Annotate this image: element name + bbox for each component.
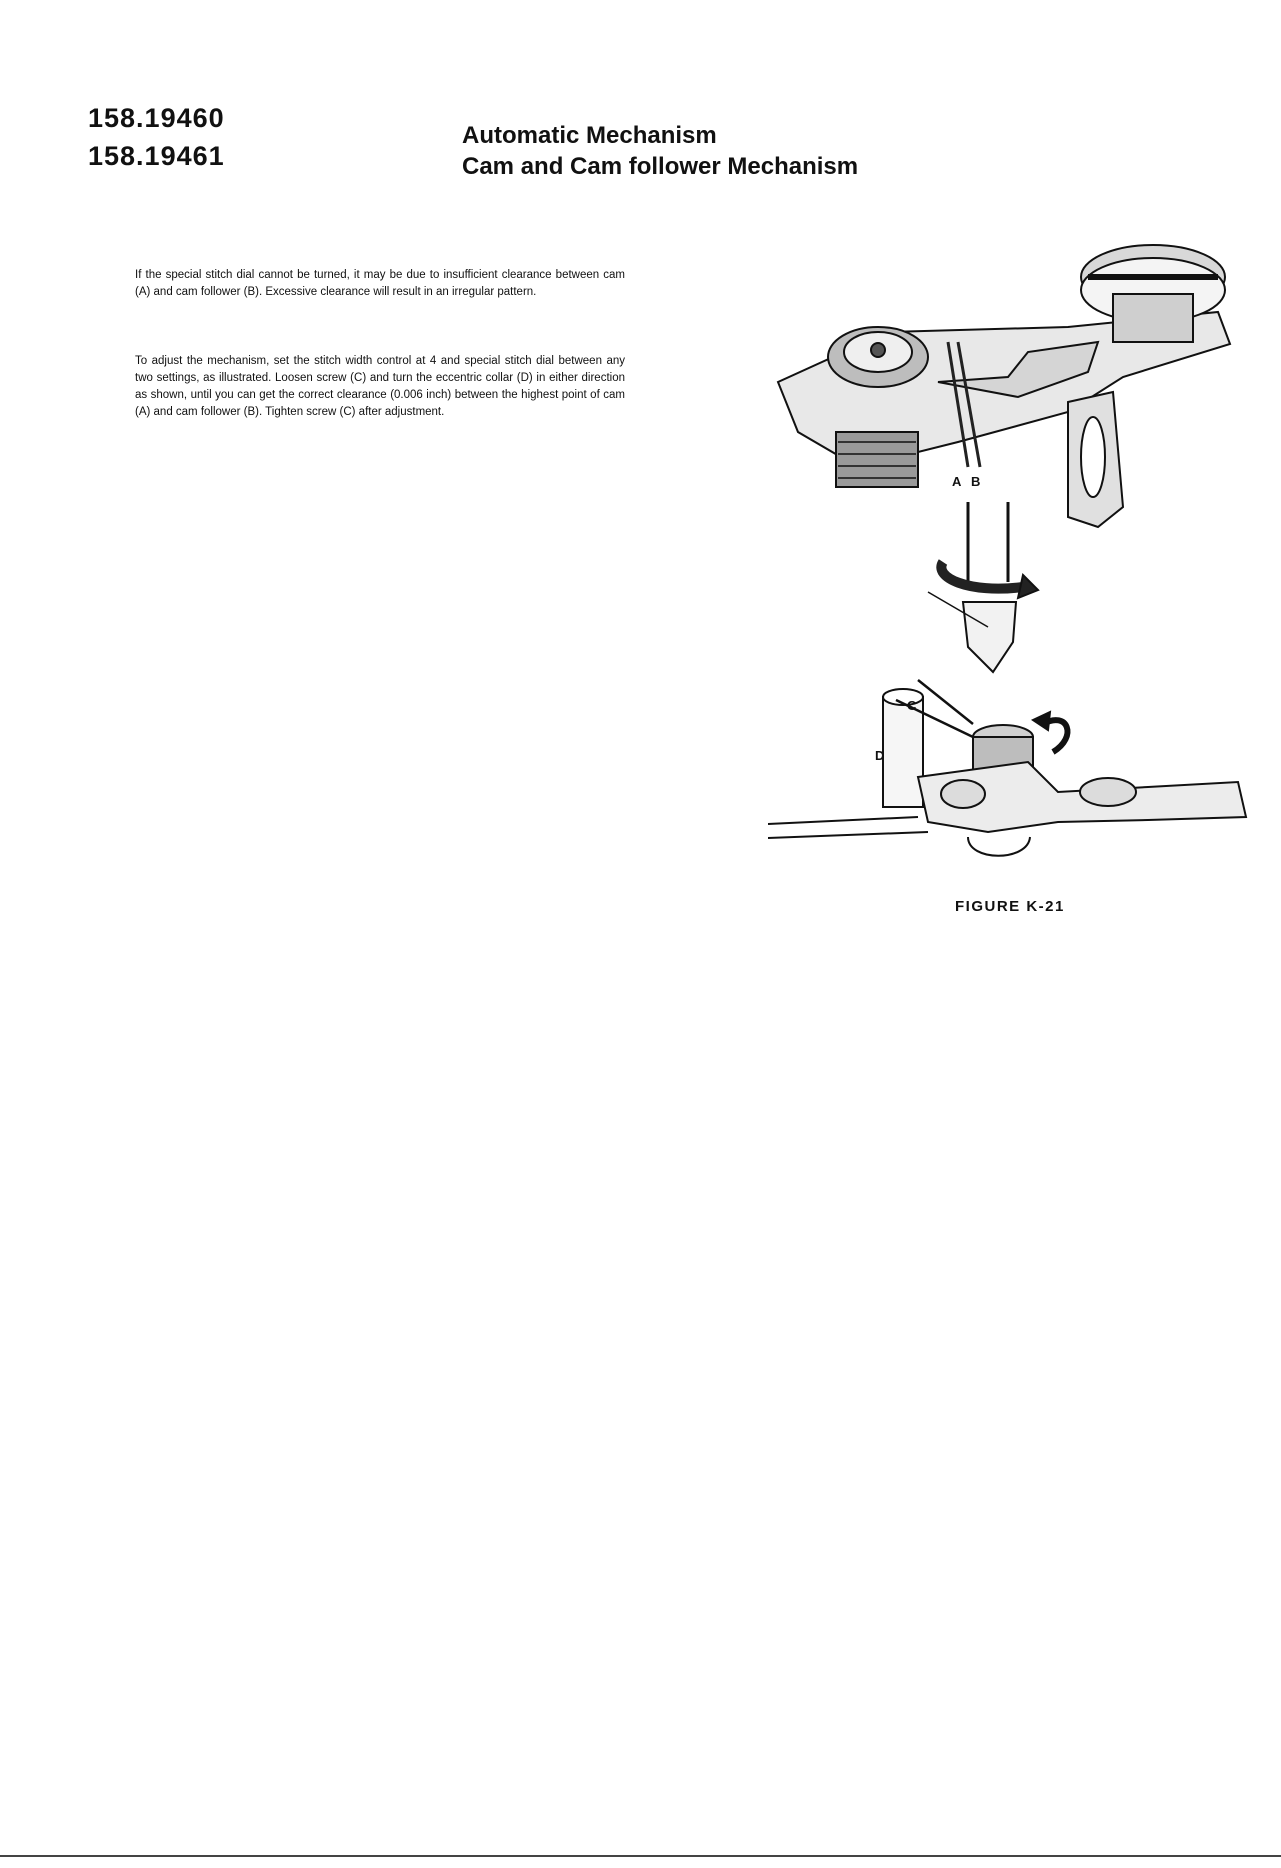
label-a: A xyxy=(952,474,962,489)
figure-caption: FIGURE K-21 xyxy=(955,898,1065,915)
label-c: C xyxy=(907,698,917,713)
model-number-1: 158.19460 xyxy=(88,103,225,133)
label-d: D xyxy=(875,748,885,763)
model-number-2: 158.19461 xyxy=(88,141,225,171)
section-title-2: Cam and Cam follower Mechanism xyxy=(462,153,859,180)
post xyxy=(883,697,923,807)
section-title-1: Automatic Mechanism xyxy=(462,122,717,149)
instruction-paragraph-2: To adjust the mechanism, set the stitch width control at 4 and special stitch dial between any two settings, as illustrated. Loosen screw (C) and turn the eccentric collar (D) in either direction as shown, until you can get the correct clearance (0.006 inch) between the highest point of cam (A) and cam follower (B). Tighten screw (C) after adjustment. xyxy=(135,354,625,418)
mechanism-illustration xyxy=(768,232,1258,892)
bottom-rule xyxy=(0,1855,1281,1857)
instruction-paragraph-1: If the special stitch dial cannot be turned, it may be due to insufficient clearance between cam (A) and cam follower (B). Excessive clearance will result in an irregular pattern. xyxy=(135,268,625,298)
label-b: B xyxy=(971,474,981,489)
